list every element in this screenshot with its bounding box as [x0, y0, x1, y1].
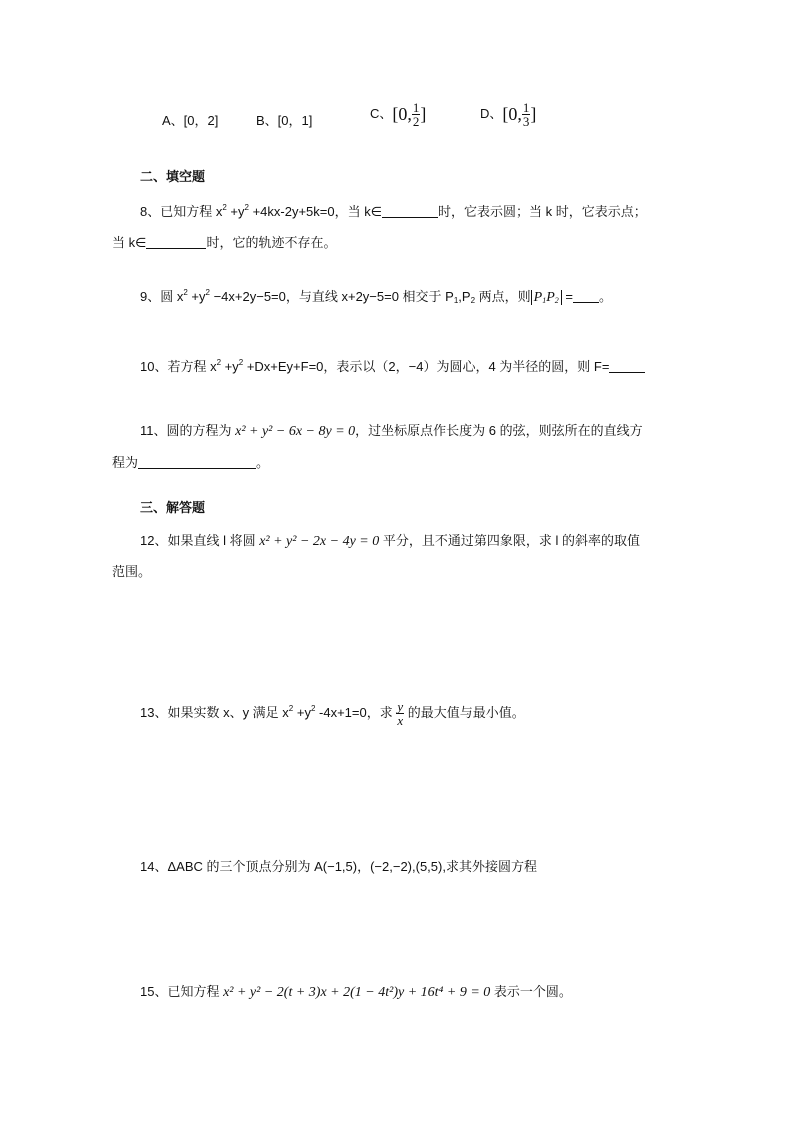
q10-text: 10、若方程 x [140, 359, 217, 374]
q9-abs-sub2: 2 [554, 296, 559, 305]
question-12-line-2: 范围。 [112, 564, 152, 579]
option-d-bracket-close: ] [530, 104, 537, 124]
q15-text: 15、已知方程 [140, 984, 224, 999]
q11-text: 程为 [112, 455, 139, 470]
option-c-label: C、 [370, 105, 393, 121]
option-c-bracket-close: ] [420, 104, 427, 124]
q9-text: 。 [599, 289, 613, 304]
q9-sup: 2 [183, 288, 188, 297]
question-13 [140, 700, 525, 727]
question-9 [140, 286, 612, 306]
q10-text: +Dx+Ey+F=0，表示以（2，−4）为圆心，4 为半径的圆，则 F= [243, 359, 610, 374]
q10-text: +y [221, 359, 239, 374]
q9-answer-blank[interactable] [573, 290, 599, 303]
option-c-numerator: 1 [412, 100, 420, 115]
option-d [480, 101, 536, 128]
q9-text: 9、圆 x [140, 289, 184, 304]
q9-abs-p2: P [546, 290, 555, 305]
option-d-bracket-open: [0, [502, 104, 522, 124]
q9-text: +y [187, 289, 206, 304]
q12-text: 平分，且不通过第四象限，求 l 的斜率的取值 [379, 533, 640, 548]
q10-answer-blank[interactable] [609, 360, 645, 373]
question-14: 14、ΔABC 的三个顶点分别为 A(−1,5)，(−2,−2),(5,5),求其外接圆方程 [140, 859, 537, 874]
question-8-line-1 [140, 201, 647, 220]
option-c-bracket-open: [0, [392, 104, 412, 124]
section-answer-heading: 三、解答题 [140, 500, 206, 515]
option-b: B、[0，1] [256, 113, 313, 128]
q9-abs-p1: P [533, 290, 543, 305]
option-c [370, 101, 426, 128]
q8-answer-blank-2[interactable] [146, 236, 206, 249]
q12-text: 12、如果直线 l 将圆 [140, 533, 260, 548]
q9-text: 两点，则 [475, 289, 531, 304]
q15-text: 表示一个圆。 [490, 984, 572, 999]
q11-text: ，过坐标原点作长度为 6 的弦，则弦所在的直线方 [355, 423, 643, 438]
q12-equation: x² + y² − 2x − 4y = 0 [259, 534, 380, 549]
option-d-label: D、 [480, 105, 503, 121]
option-d-numerator: 1 [522, 100, 530, 115]
q8-text: 当 k∈ [112, 235, 147, 250]
q9-sub: 2 [470, 296, 476, 305]
q8-answer-blank-1[interactable] [382, 205, 438, 218]
option-c-denominator: 2 [412, 114, 420, 129]
question-10 [140, 356, 645, 375]
section-fill-in-heading: 二、填空题 [140, 169, 206, 184]
q13-text: +y [293, 704, 311, 720]
q13-text: 的最大值与最小值。 [404, 704, 525, 720]
question-11-line-1 [140, 420, 643, 440]
q9-text: = [561, 289, 574, 304]
q8-sup: 2 [244, 203, 249, 212]
q10-sup: 2 [216, 358, 222, 367]
q9-text: −4x+2y−5=0，与直线 x+2y−5=0 相交于 P [209, 289, 454, 304]
q13-sup: 2 [310, 703, 316, 713]
q13-sup: 2 [288, 703, 294, 713]
q13-denominator: x [397, 713, 404, 728]
q13-text: -4x+1=0，求 [315, 704, 397, 720]
q11-equation: x² + y² − 6x − 8y = 0 [235, 424, 356, 439]
q11-text: 。 [256, 455, 270, 470]
q8-sup: 2 [222, 203, 227, 212]
q11-text: 11、圆的方程为 [140, 423, 236, 438]
q9-sup: 2 [205, 288, 210, 297]
option-d-denominator: 3 [522, 114, 530, 129]
q13-fraction [396, 700, 404, 727]
option-a: A、[0，2] [162, 113, 219, 128]
question-8-line-2 [112, 232, 336, 251]
q9-sub: 1 [453, 296, 459, 305]
q13-numerator: y [397, 699, 404, 714]
q11-answer-blank[interactable] [138, 456, 256, 469]
q8-text: +y [226, 204, 245, 219]
q9-text: ,P [458, 289, 471, 304]
q8-text: +4kx-2y+5k=0，当 k∈ [248, 204, 383, 219]
q13-text: 13、如果实数 x、y 满足 x [140, 704, 289, 720]
q15-equation: x² + y² − 2(t + 3)x + 2(1 − 4t²)y + 16t⁴ + 9 = 0 [223, 985, 491, 1000]
question-12-line-1 [140, 530, 640, 550]
q9-abs-sub1: 1 [542, 296, 547, 305]
question-11-line-2 [112, 452, 269, 471]
q8-text: 时，它的轨迹不存在。 [206, 235, 337, 250]
q8-text: 8、已知方程 x [140, 204, 223, 219]
question-15 [140, 981, 572, 1001]
q8-text: 时，它表示圆；当 k 时，它表示点； [438, 204, 647, 219]
q9-distance-abs [531, 290, 562, 305]
q10-sup: 2 [238, 358, 244, 367]
